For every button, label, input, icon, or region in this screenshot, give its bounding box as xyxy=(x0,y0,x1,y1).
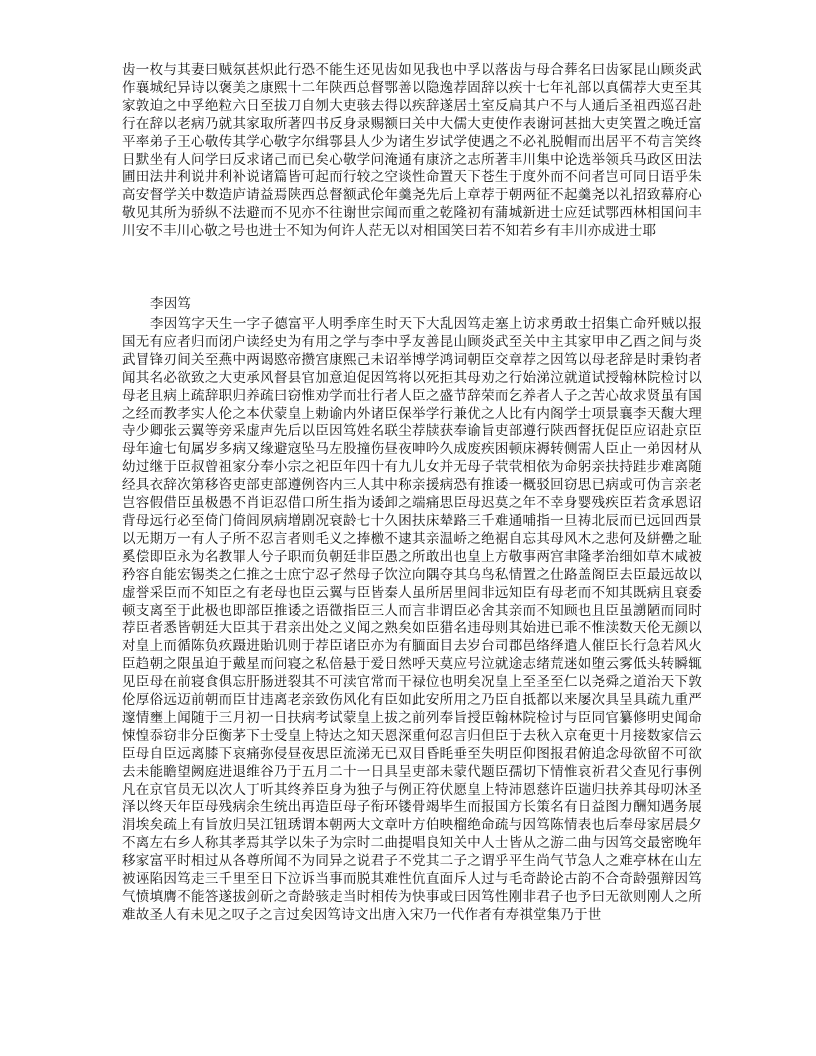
paragraph-continued: 齿一枚与其妻曰贼氛甚炽此行恐不能生还见齿如见我也中孚以落齿与母合葬名曰齿冢昆山顾炎武作襄城纪异诗以褒美之康熙十二年陕西总督鄂善以隐逸荐固辞以疾十七年礼部以真儒荐大吏至其家敦迫之中孚绝粒六日至拔刀自刎大吏骇去得以疾辞遂居土室反扃其户不与人通后圣祖西巡召赴行在辞以老病乃就其家取所著四书反身录赐额曰关中大儒大吏使作表谢诃甚拙大吏笑置之晚迁富平率弟子王心敬传其学心敬字尔缉鄠县人少为诸生岁试学使遇之不必礼脱帽而出居平不苟言笑终日默坐有人问学曰反求诸己而已矣心敬学问淹通有康济之志所著丰川集中论选举领兵马政区田法圃田法井利说井利补说诸篇皆可起而行较之空谈性命置天下苍生于度外而不问者岂可同日语乎朱高安督学关中数造庐请益焉陕西总督额武伦年羹尧先后上章荐于朝两征不起羹尧以礼招致幕府心敬见其所为骄纵不法避而不见亦不往谢世宗闻而重之乾隆初有蒲城新进士应廷试鄂西林相国问丰川安不丰川心敬之号也进士不知为何许人茫无以对相国笑曰若不知若乡有丰川亦成进士耶 xyxy=(122,62,702,240)
section-heading: 李因笃 xyxy=(150,296,192,312)
paragraph-biography: 李因笃字天生一字子德富平人明季庠生时天下大乱因笃走塞上访求勇敢士招集亡命歼贼以报国无有应者归而闭户读经史为有用之学与李中孚友善昆山顾炎武至关中主其家甲申乙酉之间与炎武冒锋刃间关至燕中两谒愍帝攒宫康熙己未诏举博学鸿词朝臣交章荐之因笃以母老辞是时秉钧者闻其名必欲致之大吏承风督县官加意迫促因笃将以死拒其母劝之行始涕泣就道试授翰林院检讨以母老且病上疏辞职归养疏曰窃惟劝学而壮行者人臣之盛节辞荣而乞养者人子之苦心故求贤虽有国之经而教孝实人伦之本伏蒙皇上勅谕内外诸臣保举学行兼优之人比有内阁学士项景襄李天馥大理寺少卿张云翼等旁采虚声先后以臣因笃姓名联尘荐牍获奉谕旨吏部遵行陕西督抚促臣应诏赴京臣母年逾七旬属岁多病又缘避寇坠马左股撞伤昼夜呻吟久成废疾困顿床褥转侧需人臣止一弟因材从幼过继于臣叔曾祖家分奉小宗之祀臣年四十有九儿女并无母子茕茕相依为命躬亲扶持跬步难离随经具衣辞次第移咨吏部吏部遵例咨内三人其中称亲援病恐有推诿一概驳回窃思已病或可伪言亲老岂容假借臣虽极愚不肖讵忍借口所生指为诿卸之端痛思臣母迟莫之年不幸身婴残疾臣若贪承恩诏背母远行必至倚门倚闾夙病增剧况衰龄七十久困扶床辇路三千难通哺指一旦祷北辰而已远回西景以无期万一有人子所不忍言者则毛义之捧檄不逮其亲温峤之绝裾自忘其母风木之悲何及絣罍之耻奚偿即臣永为名教罪人兮子职而负朝廷非臣愚之所敢出也皇上方敬事两宫聿隆孝治细如草木咸被矜容自能宏锡类之仁推之士庶宁忍孑然母子饮泣向隅夺其乌鸟私情置之仕路盖阁臣去臣最远故以虚誉采臣而不知臣之有老母也臣云翼与臣皆秦人虽所居里闾非远知臣有母老而不知其既病且衰委顿支离至于此极也即部臣推诿之语㣲指臣三人而言非谓臣必舍其亲而不知顾也且臣虽謭陋而同时荐臣者悉皆朝廷大臣其于君亲出处之义闻之熟矣如臣猎名违母则其始进已乖不惟渎数天伦无颜以对皇上而循陈负疚蹑进貽讥则于荐臣诸臣亦为有腼面目去岁台司郡邑络绎遣人催臣长行急若风火臣趋朝之限虽迫于戴星而问寝之私倍悬于爱日然呼天莫应号泣就途志绪荒迷如堕云雾低头转瞬辄见臣母在前寝食俱忘肝肠迸裂其不可渎官常而干禄位也明矣况皇上至圣至仁以尧舜之道治天下敦伦厚俗远迈前朝而臣甘违离老亲致伤风化有臣如此安所用之乃臣自抵都以来屡次具呈具疏九重严邃情壅上闻随于三月初一日扶病考试蒙皇上拔之前列奉旨授臣翰林院检讨与臣同官纂修明史闻命悚惶忝窃非分臣衡茅下士受皇上特达之知天恩深重何忍言归但臣于去秋入京奄更十月接数家信云臣母自臣远离膝下哀痛弥侵昼夜思臣流涕无已双目昏眊垂至失明臣仰图报君俯追念母欲留不可欲去未能瞻望阙庭进退维谷乃于五月二十一日具呈吏部未蒙代题臣孺切下情惟哀祈君父查见行事例凡在京官员无以次人丁听其终养臣身为独子与例正符伏愿皇上特沛恩慈许臣遄归扶养其母叨沐圣泽以终天年臣母残病余生统出再造臣母子衔环镂骨竭毕生而报国方长策名有日益图力酬知遇务展涓埃矣疏上有旨放归吴江钮琇谓本朝两大文章叶方伯映榴绝命疏与因笃陈情表也后奉母家居晨夕不离左右乡人称其孝焉其学以朱子为宗时二曲提唱良知关中人士皆从之游二曲与因笃交最密晚年移家富平时相过从各尊所闻不为同异之说君子不党其二子之谓乎平生尚气节急人之难亭林在山左被诬陷因笃走三千里至日下泣诉当事而脱其难性伉直面斥人过与毛奇龄论古韵不合奇龄强辩因笃气愤填膺不能答遂拔剑斫之奇龄骇走当时相传为快事或曰因笃性刚非君子也予曰无欲则刚人之所难故圣人有未见之叹子之言过矣因笃诗文出唐入宋乃一代作者有寿祺堂集乃于世 xyxy=(122,316,702,923)
